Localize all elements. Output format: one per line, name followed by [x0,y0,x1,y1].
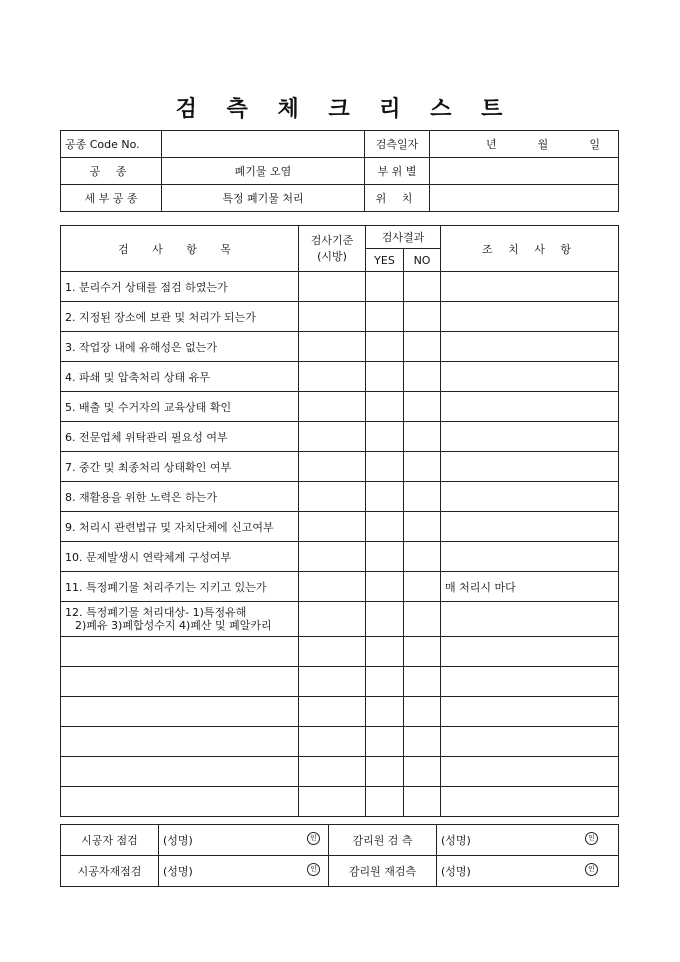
date-day-label: 일 [589,138,600,151]
checklist-item-no[interactable] [404,542,441,572]
checklist-item-yes[interactable] [366,452,404,482]
checklist-item-yes[interactable] [366,572,404,602]
checklist-item-standard[interactable] [299,512,366,542]
work-type-code-value[interactable] [162,131,365,158]
checklist-item-standard[interactable] [299,302,366,332]
detail-label: 세 부 공 종 [61,185,162,212]
contractor-check-sign[interactable] [159,825,329,856]
name-label: (성명) [163,865,193,878]
checklist-row [61,362,619,392]
checklist-item-yes[interactable] [366,302,404,332]
checklist-item-no[interactable] [404,482,441,512]
signature-table [60,824,619,887]
checklist-item-text: 1. 분리수거 상태를 점검 하였는가 [61,272,299,302]
blank-yes[interactable] [366,637,404,667]
col-header-items: 검 사 항 목 [61,226,299,272]
checklist-item-standard[interactable] [299,392,366,422]
seal-icon: 인 [585,863,598,876]
col-header-standard-line2: (시방) [317,250,347,263]
checklist-item-standard[interactable] [299,542,366,572]
blank-action[interactable] [441,667,619,697]
header-info-table [60,130,619,212]
blank-yes[interactable] [366,787,404,817]
blank-item[interactable] [61,637,299,667]
checklist-item-no[interactable] [404,572,441,602]
blank-row [61,667,619,697]
seal-icon: 인 [307,863,320,876]
supervisor-recheck-label: 감리원 재검측 [329,856,437,887]
work-type-code-label: 공종 Code No. [61,131,162,158]
checklist-row [61,302,619,332]
checklist-item-yes[interactable] [366,392,404,422]
detail-value[interactable]: 특정 폐기물 처리 [162,185,365,212]
col-header-result: 검사결과 [366,226,441,249]
checklist-item-yes[interactable] [366,422,404,452]
blank-standard[interactable] [299,787,366,817]
blank-action[interactable] [441,727,619,757]
checklist-item-yes[interactable] [366,332,404,362]
checklist-item-standard[interactable] [299,482,366,512]
checklist-item-action[interactable] [441,452,619,482]
checklist-item-standard[interactable] [299,332,366,362]
checklist-item-12 [61,602,299,637]
checklist-item-yes[interactable] [366,362,404,392]
checklist-item-no[interactable] [404,512,441,542]
checklist-item-yes[interactable] [366,542,404,572]
checklist-row [61,332,619,362]
blank-no[interactable] [404,637,441,667]
checklist-item-action[interactable] [441,302,619,332]
blank-no[interactable] [404,667,441,697]
checklist-item-yes[interactable] [366,272,404,302]
checklist-item-text: 6. 전문업체 위탁관리 필요성 여부 [61,422,299,452]
contractor-recheck-sign[interactable] [159,856,329,887]
checklist-item-action[interactable] [441,482,619,512]
blank-standard[interactable] [299,697,366,727]
blank-standard[interactable] [299,757,366,787]
blank-row [61,787,619,817]
blank-yes[interactable] [366,727,404,757]
col-header-standard [299,226,366,272]
col-header-action: 조 치 사 항 [441,226,619,272]
item-12-line2: 2)폐유 3)폐합성수지 4)폐산 및 폐알카리 [75,619,272,632]
blank-no[interactable] [404,757,441,787]
blank-item[interactable] [61,697,299,727]
blank-item[interactable] [61,757,299,787]
location-value[interactable] [430,185,619,212]
part-value[interactable] [430,158,619,185]
blank-standard[interactable] [299,637,366,667]
blank-action[interactable] [441,697,619,727]
checklist-item-action[interactable] [441,272,619,302]
checklist-item-no[interactable] [404,272,441,302]
blank-item[interactable] [61,727,299,757]
blank-standard[interactable] [299,667,366,697]
work-type-label: 공 종 [61,158,162,185]
blank-action[interactable] [441,787,619,817]
checklist-item-text: 4. 파쇄 및 압축처리 상태 유무 [61,362,299,392]
col-header-no: NO [404,249,441,272]
blank-no[interactable] [404,697,441,727]
checklist-item-no[interactable] [404,332,441,362]
checklist-item-text: 7. 중간 및 최종처리 상태확인 여부 [61,452,299,482]
blank-yes[interactable] [366,757,404,787]
col-header-yes: YES [366,249,404,272]
checklist-row [61,572,619,602]
inspection-date-label: 검측일자 [365,131,430,158]
item-12-standard[interactable] [299,602,366,637]
name-label: (성명) [441,865,471,878]
blank-item[interactable] [61,787,299,817]
checklist-row [61,512,619,542]
checklist-row [61,542,619,572]
checklist-item-no[interactable] [404,302,441,332]
blank-row [61,727,619,757]
checklist-item-text: 8. 재활용을 위한 노력은 하는가 [61,482,299,512]
blank-action[interactable] [441,637,619,667]
checklist-item-text: 10. 문제발생시 연락체계 구성여부 [61,542,299,572]
checklist-item-standard[interactable] [299,422,366,452]
checklist-item-no[interactable] [404,362,441,392]
inspection-date-value[interactable] [430,131,619,158]
checklist-row [61,452,619,482]
checklist-row [61,482,619,512]
checklist-item-no[interactable] [404,452,441,482]
name-label: (성명) [441,834,471,847]
blank-row [61,697,619,727]
date-month-label: 월 [537,138,549,151]
checklist-item-action[interactable] [441,392,619,422]
blank-action[interactable] [441,757,619,787]
checklist-row [61,272,619,302]
blank-row [61,637,619,667]
supervisor-check-sign[interactable] [437,825,619,856]
contractor-recheck-label: 시공자재점검 [61,856,159,887]
blank-yes[interactable] [366,667,404,697]
checklist-item-action[interactable] [441,362,619,392]
checklist-item-standard[interactable] [299,272,366,302]
checklist-item-text: 2. 지정된 장소에 보관 및 처리가 되는가 [61,302,299,332]
seal-icon: 인 [307,832,320,845]
blank-standard[interactable] [299,727,366,757]
checklist-item-action[interactable] [441,422,619,452]
blank-yes[interactable] [366,697,404,727]
supervisor-check-label: 감리원 검 측 [329,825,437,856]
checklist-item-text: 9. 처리시 관련법규 및 자치단체에 신고여부 [61,512,299,542]
item-12-action[interactable] [441,602,619,637]
checklist-item-standard[interactable] [299,362,366,392]
checklist-item-standard[interactable] [299,452,366,482]
checklist-item-yes[interactable] [366,482,404,512]
checklist-item-text: 11. 특정폐기물 처리주기는 지키고 있는가 [61,572,299,602]
col-header-standard-line1: 검사기준 [310,234,354,247]
checklist-table [60,225,619,817]
checklist-item-standard[interactable] [299,572,366,602]
checklist-item-action[interactable] [441,332,619,362]
checklist-item-action[interactable] [441,542,619,572]
blank-no[interactable] [404,787,441,817]
contractor-check-label: 시공자 점검 [61,825,159,856]
location-label: 위 치 [365,185,430,212]
item-12-yes[interactable] [366,602,404,637]
item-12-line1: 12. 특정폐기물 처리대상- 1)특정유해 [65,606,247,619]
date-year-label: 년 [486,138,497,151]
checklist-row [61,422,619,452]
checklist-item-text: 3. 작업장 내에 유해성은 없는가 [61,332,299,362]
seal-icon: 인 [585,832,598,845]
checklist-item-text: 5. 배출 및 수거자의 교육상태 확인 [61,392,299,422]
checklist-item-action[interactable] [441,512,619,542]
checklist-item-no[interactable] [404,392,441,422]
checklist-item-no[interactable] [404,422,441,452]
part-label: 부 위 별 [365,158,430,185]
item-12-no[interactable] [404,602,441,637]
page-title: 검 측 체 크 리 스 트 [175,96,505,122]
blank-item[interactable] [61,667,299,697]
checklist-item-action[interactable]: 매 처리시 마다 [441,572,619,602]
checklist-row [61,392,619,422]
supervisor-recheck-sign[interactable] [437,856,619,887]
checklist-item-yes[interactable] [366,512,404,542]
name-label: (성명) [163,834,193,847]
blank-no[interactable] [404,727,441,757]
work-type-value[interactable]: 폐기물 오염 [162,158,365,185]
blank-row [61,757,619,787]
